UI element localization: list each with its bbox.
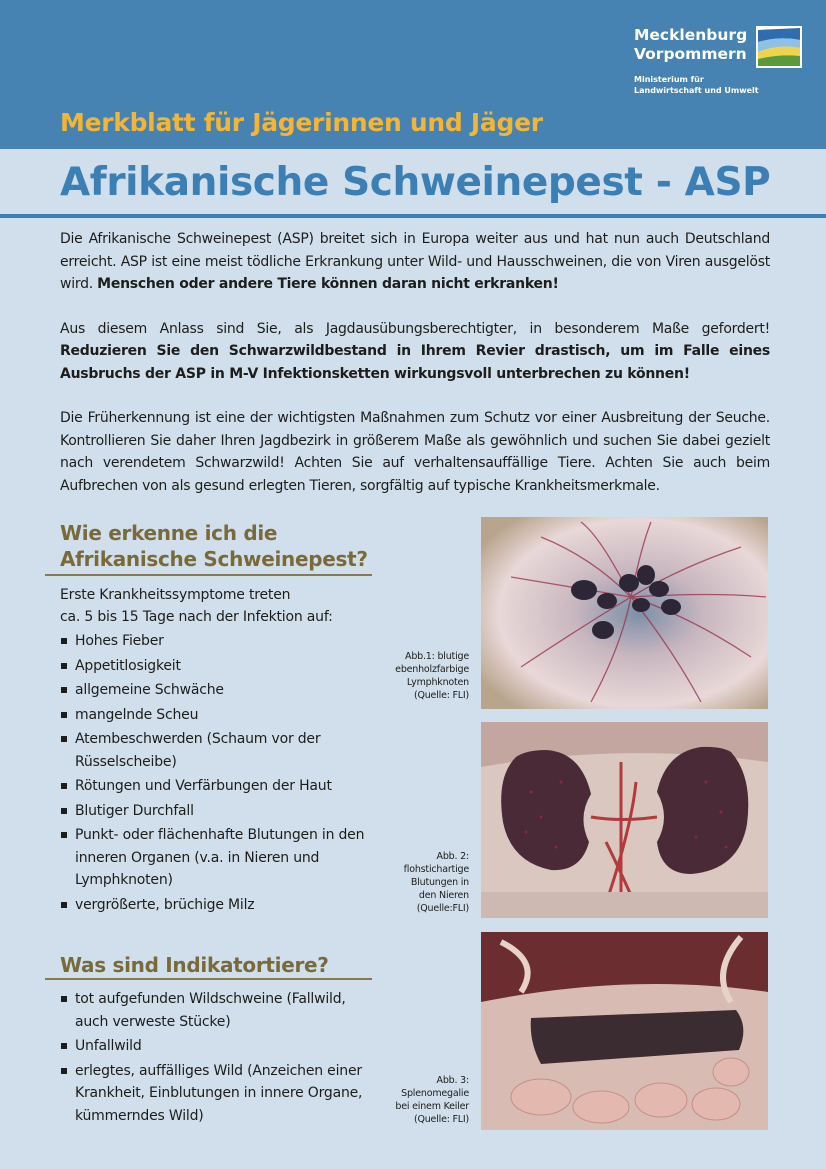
list-item: tot aufgefunden Wildschweine (Fallwild, auch verweste Stücke) <box>60 988 370 1033</box>
list-item: Blutiger Durchfall <box>60 800 370 823</box>
figure-caption-1: Abb.1: blutige ebenholzfarbige Lymphknoten (Quelle: FLI) <box>395 651 469 701</box>
section-divider <box>45 978 372 980</box>
list-item: vergrößerte, brüchige Milz <box>60 894 370 917</box>
document-kicker: Merkblatt für Jägerinnen und Jäger <box>60 108 543 137</box>
intro-paragraph-2: Aus diesem Anlass sind Sie, als Jagdausübungsberechtigter, in besonderem Maße gefordert! Reduzieren Sie den Schwarzwildbestand in Ihrem Revier drastisch, um im Falle eines Ausbruchs der ASP in M-V Infektionsketten wirkungsvoll unterbrechen zu können! <box>60 320 770 382</box>
title-divider <box>0 214 826 218</box>
list-item: Appetitlosigkeit <box>60 655 370 678</box>
symptom-list <box>60 630 370 918</box>
logo-line1: Mecklenburg <box>634 26 748 44</box>
list-item: Hohes Fieber <box>60 630 370 653</box>
list-item: Rötungen und Verfärbungen der Haut <box>60 775 370 798</box>
state-flag-icon <box>756 26 802 68</box>
indicator-list <box>60 988 370 1129</box>
list-item: Atembeschwerden (Schaum vor der Rüsselscheibe) <box>60 728 370 773</box>
list-item: mangelnde Scheu <box>60 704 370 727</box>
ministry-logo <box>634 26 809 106</box>
intro-paragraph-1: Die Afrikanische Schweinepest (ASP) breitet sich in Europa weiter aus und hat nun auch Deutschland erreicht. ASP ist eine meist tödliche Erkrankung unter Wild- und Hausschweinen, die von Viren ausgelöst wird. Menschen oder andere Tiere können daran nicht erkranken! <box>60 231 770 292</box>
intro-paragraph-3: Die Früherkennung ist eine der wichtigsten Maßnahmen zum Schutz vor einer Ausbreitung der Seuche. Kontrollieren Sie daher Ihren Jagdbezirk in größerem Maße als gewöhnlich und suchen Sie dabei gezielt nach verendetem Schwarzwild! Achten Sie auf verhaltensauffällige Tiere. Achten Sie auch beim Aufbrechen von als gesund erlegten Tieren, sorgfältig auf typische Krankheitsmerkmale. <box>60 410 770 494</box>
figure-caption-2: Abb. 2: flohstichartige Blutungen in den Nieren (Quelle:FLI) <box>403 851 469 914</box>
list-item: Unfallwild <box>60 1035 370 1058</box>
logo-subtitle: Ministerium für Landwirtschaft und Umwelt <box>634 75 759 95</box>
section-heading-symptoms: Wie erkenne ich die Afrikanische Schweinepest? <box>60 521 368 571</box>
figure-caption-3: Abb. 3: Splenomegalie bei einem Keiler (Quelle: FLI) <box>395 1075 469 1125</box>
list-item: allgemeine Schwäche <box>60 679 370 702</box>
list-item: Punkt- oder flächenhafte Blutungen in den inneren Organen (v.a. in Nieren und Lymphknoten) <box>60 824 370 892</box>
logo-line2: Vorpommern <box>634 45 747 63</box>
intro-text <box>60 228 770 519</box>
section-divider <box>45 574 372 576</box>
kidney-photo <box>481 722 768 918</box>
list-item: erlegtes, auffälliges Wild (Anzeichen einer Krankheit, Einblutungen in innere Organe, kümmerndes Wild) <box>60 1060 370 1128</box>
page-title: Afrikanische Schweinepest - ASP <box>60 160 771 205</box>
lymph-node-photo <box>481 517 768 709</box>
symptoms-lead: Erste Krankheitssymptome treten ca. 5 bis 15 Tage nach der Infektion auf: <box>60 587 333 625</box>
spleen-photo <box>481 932 768 1130</box>
section-heading-indicators: Was sind Indikatortiere? <box>60 953 329 977</box>
